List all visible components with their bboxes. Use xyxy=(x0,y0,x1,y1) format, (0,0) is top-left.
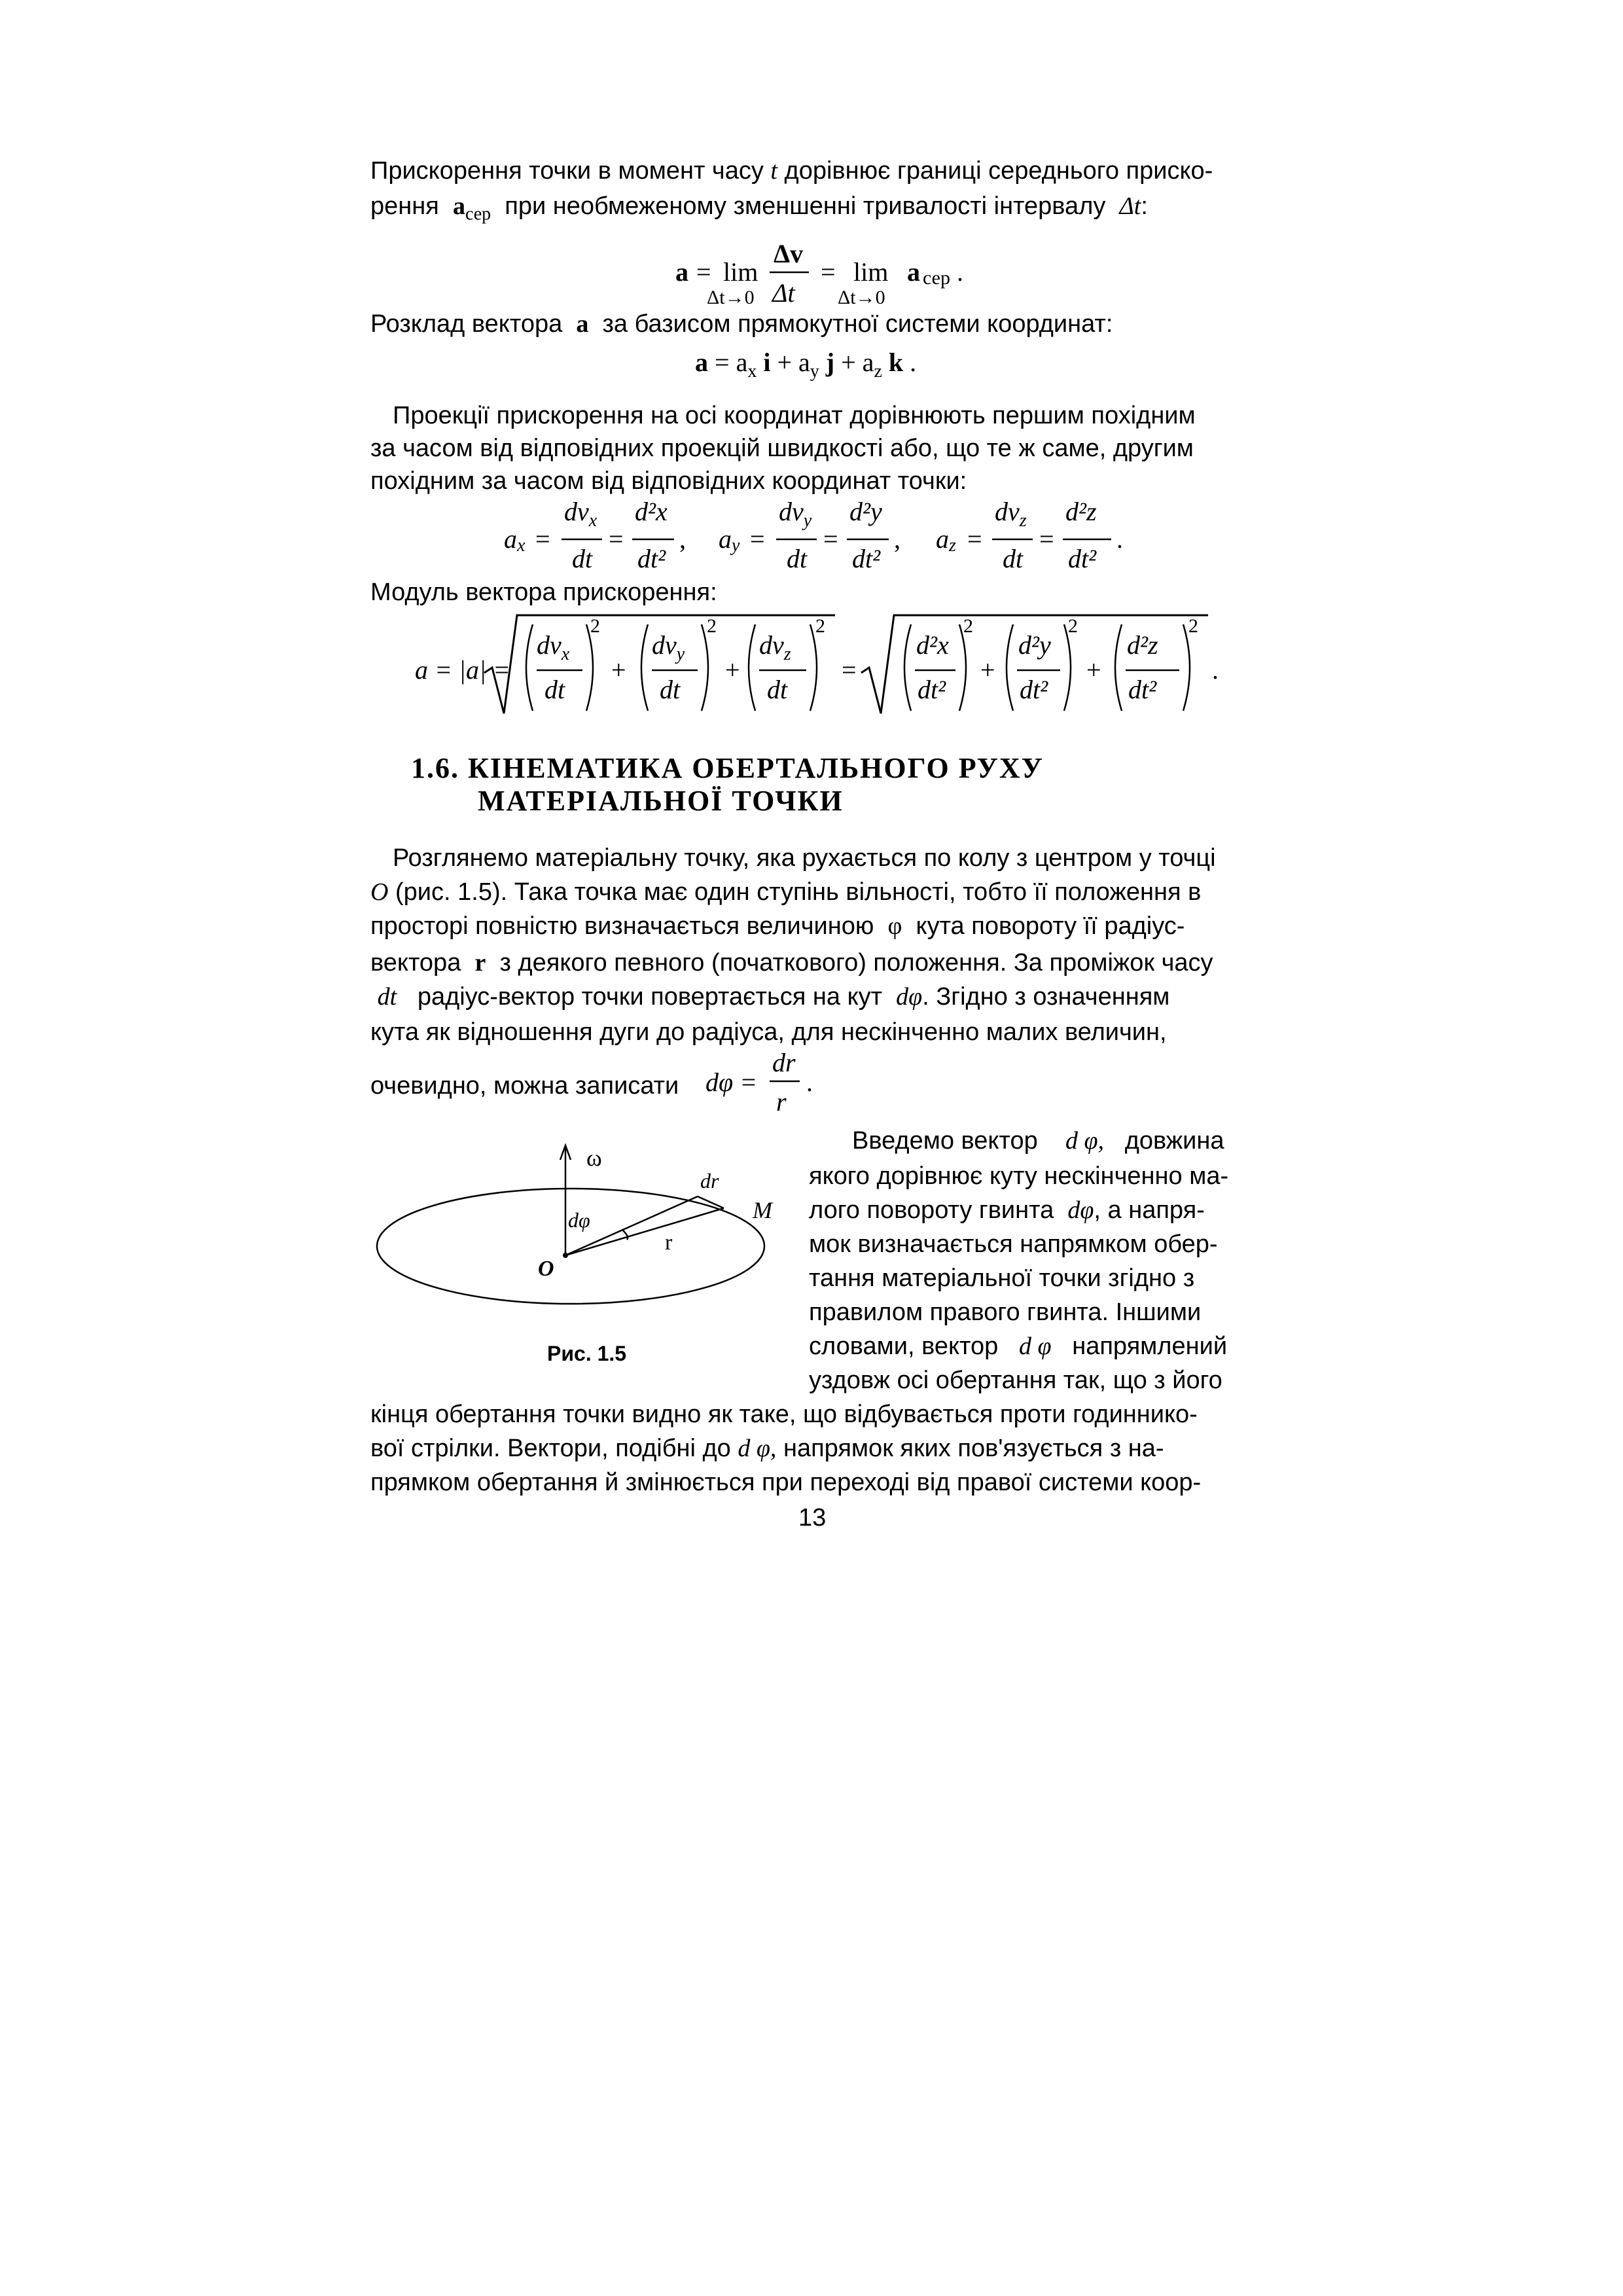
paragraph-5-line-3: просторі повністю визначається величиною φ кута повороту її радіус- xyxy=(370,912,1185,940)
inline-equation-dphi-end: . xyxy=(806,1067,813,1097)
label-dphi: dφ xyxy=(568,1208,590,1232)
label-omega: ω xyxy=(586,1145,602,1171)
section-heading-line-2: МАТЕРІАЛЬНОЇ ТОЧКИ xyxy=(478,785,844,817)
page-number: 13 xyxy=(798,1504,827,1532)
paragraph-6-line-8: уздовж осі обертання так, що з його xyxy=(809,1367,1222,1394)
label-dr: dr xyxy=(700,1169,719,1193)
paragraph-6-line-6: правилом правого гвинта. Іншими xyxy=(809,1299,1202,1326)
figure-caption: Рис. 1.5 xyxy=(547,1342,627,1365)
fraction-bars xyxy=(537,272,1179,1081)
paragraph-6-line-7: словами, вектор d φ напрямлений xyxy=(809,1333,1228,1360)
modulus-parentheses xyxy=(526,624,1190,711)
paragraph-5-line-6: кута як відношення дуги до радіуса, для нескінченно малих величин, xyxy=(370,1018,1167,1046)
paragraph-6-line-5: тання матеріальної точки згідно з xyxy=(809,1265,1195,1292)
label-O: O xyxy=(538,1257,554,1281)
equation-decomposition: $a = a_x$ $i + a_y$ $j + a_z$ k . xyxy=(695,348,917,382)
paragraph-5-line-5: dt радіус-вектор точки повертається на кут dφ. Згідно з означенням xyxy=(377,983,1170,1011)
section-heading-line-1: 1.6. КІНЕМАТИКА ОБЕРТАЛЬНОГО РУХУ xyxy=(411,752,1044,784)
document-page: Прискорення точки в момент часу t дорівнює границі середнього приско- рення $a_{сер}$ при необмеженому зменшенні тривалості інтервалу Δt: a = lim Δt→0 Δv Δt = lim Δt→0 a сер . Розклад вектора a за базисом прямокутної системи координат: $a = a_x$ $i + a_y$ $j + a_z$ k . Проекції прискорення на осі координат дорівнюють першим похідним за часом від відповідних проекцій швидкості або, що те ж саме, другим похідним за часом від відповідних координат точки: a x = $dv_x$ dt = d²x dt² , a y = $dv_y$ dt = d²y dt² , a z = $dv_z$ dt = d²z dt² . Модуль вектора прискорення: a = |a| = $dv_x$ dt 2 + $dv_y$ dt 2 + $dv_z$ dt 2 = d²x dt² 2 + d²y dt² 2 + d²z dt² 2 . 1.6. КІНЕМАТИКА ОБЕРТАЛЬНОГО РУХУ МАТЕРІАЛЬНОЇ ТОЧКИ Розглянемо матеріальну точку, яка рухається по колу з центром у точці O (рис. 1.5). Така точка має один ступінь вільності, тобто її положення в просторі повністю визначається величиною φ кута повороту її радіус- вектора r з деякого певного (початкового) положення. За проміжок часу dt радіус-вектор точки повертається на кут dφ. Згідно з означенням кута як відношення дуги до радіуса, для нескінченно малих величин, очевидно, можна записати dφ = dr r . Введемо вектор d φ, довжина якого дорівнює куту нескінченно ма- лого повороту гвинта dφ, а напря- мок визначається напрямком обер- тання матеріальної точки згідно з правилом правого гвинта. Іншими словами, вектор d φ напрямлений уздовж осі обертання так, що з його кінця обертання точки видно як таке, що відбувається проти годиннико- вої стрілки. Вектори, подібні до d φ, напрямок яких пов'язується з на- прямком обертання й змінюється при переході від правої системи коор- ω dφ dr M r O Рис. 1.5 13 xyxy=(0,0,1623,2296)
paragraph-1-line-1: Прискорення точки в момент часу t дорівнює границі середнього приско- xyxy=(370,157,1213,185)
paragraph-6-line-3: лого повороту гвинта dφ, а напря- xyxy=(809,1196,1205,1224)
label-r: r xyxy=(665,1230,673,1255)
paragraph-1-line-2: рення $a_{сер}$ при необмеженому зменшенні тривалості інтервалу Δt: xyxy=(370,192,1148,224)
paragraph-6-line-4: мок визначається напрямком обер- xyxy=(809,1230,1218,1258)
paragraph-3-line-3: похідним за часом від відповідних координат точки: xyxy=(370,467,967,495)
inline-equation-dphi: dφ = xyxy=(705,1067,758,1097)
paragraph-3-line-2: за часом від відповідних проекцій швидкості або, що те ж саме, другим xyxy=(370,435,1194,462)
paragraph-6-line-10: вої стрілки. Вектори, подібні до d φ, напрямок яких пов'язується з на- xyxy=(370,1435,1164,1462)
paragraph-5-line-7: очевидно, можна записати xyxy=(370,1072,679,1100)
paragraph-5-line-4: вектора r з деякого певного (початкового) положення. За проміжок часу xyxy=(370,949,1213,977)
paragraph-5-line-2: O (рис. 1.5). Така точка має один ступінь вільності, тобто її положення в xyxy=(370,878,1202,906)
center-point-O xyxy=(563,1253,568,1258)
paragraph-6-line-1: Введемо вектор d φ, довжина xyxy=(852,1127,1224,1155)
orbit-ellipse xyxy=(377,1189,764,1304)
paragraph-6-line-2: якого дорівнює куту нескінченно ма- xyxy=(809,1162,1229,1190)
paragraph-4: Модуль вектора прискорення: xyxy=(370,579,717,606)
inline-equation-dphi-num: dr xyxy=(772,1048,796,1077)
paragraph-6-line-11: прямком обертання й змінюється при переході від правої системи коор- xyxy=(370,1469,1202,1496)
paragraph-2: Розклад вектора a за базисом прямокутної системи координат: xyxy=(370,310,1113,338)
paragraph-6-line-9: кінця обертання точки видно як таке, що відбувається проти годиннико- xyxy=(370,1401,1198,1428)
paragraph-5-line-1: Розглянемо матеріальну точку, яка рухається по колу з центром у точці xyxy=(393,844,1216,872)
paragraph-3-line-1: Проекції прискорення на осі координат дорівнюють першим похідним xyxy=(393,402,1196,429)
inline-equation-dphi-den: r xyxy=(776,1087,787,1117)
label-M: M xyxy=(753,1197,772,1223)
